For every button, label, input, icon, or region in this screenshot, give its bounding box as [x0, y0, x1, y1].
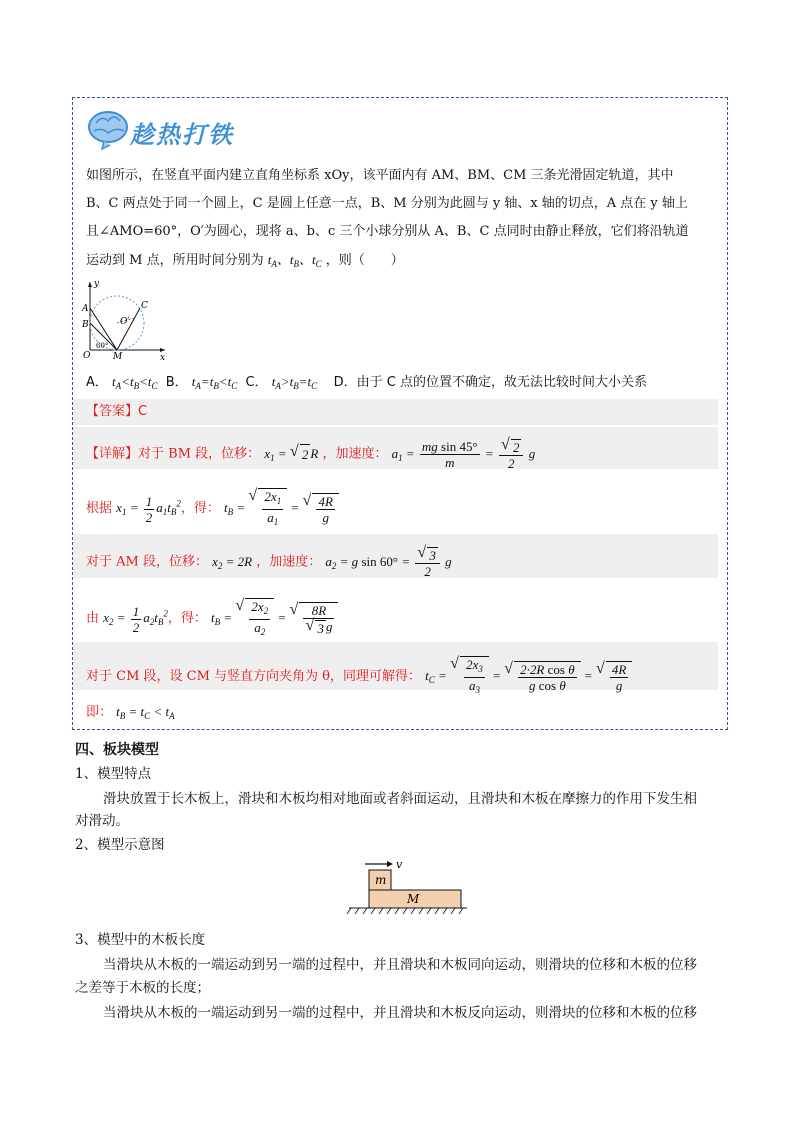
brain-icon — [86, 103, 136, 153]
subsection-2: 2、模型示意图 — [75, 837, 165, 853]
problem-line-1: 如图所示，在竖直平面内建立直角坐标系 xOy，该平面内有 AM、BM、CM 三条光滑固定轨道，其中 — [86, 168, 674, 183]
subsection-1: 1、模型特点 — [75, 766, 152, 782]
block-m-label: m — [375, 873, 387, 887]
fig-label-M: M — [113, 352, 123, 362]
solution-cm: 对于 CM 段，设 CM 与竖直方向夹角为 θ，同理可解得： — [86, 668, 422, 684]
answer-band — [73, 399, 718, 425]
fig-label-C: C — [141, 301, 148, 311]
option-d-text: D．由于 C 点的位置不确定，故无法比较时间大小关系 — [333, 375, 648, 390]
subsection-3: 3、模型中的木板长度 — [75, 932, 206, 948]
solution-accel-1: ，加速度： — [322, 446, 388, 462]
fig-label-A: A — [82, 304, 89, 314]
options-row: A． $t_A<t_B<t_C$ B． $t_A=t_B<t_C$ C． $t_A>t_B=t_C$ D．由于 C 点的位置不确定，故无法比较时间大小关系 — [86, 374, 648, 391]
solution-you: 由 — [86, 610, 100, 626]
fig-label-Oprime: O′ — [120, 317, 130, 327]
solution-root-line: 根据 $x_1$ = $\frac{1}{2}$ $a_1t_B^2$，得： $t_B$ = √ $\frac{2x_1}{a_1}$ = √ $\frac{4R}{g}$ — [86, 488, 339, 530]
problem-line-4: 运动到 M 点，所用时间分别为 $t_A$、$t_B$、$t_C$ ，则（ ） — [86, 252, 404, 269]
option-b-label: B． — [165, 375, 188, 390]
answer-line — [86, 402, 147, 422]
solution-you-line: 由 $x_2$ = $\frac{1}{2}$ $a_2t_B^2$，得： $t_B$ = √ $\frac{2x_2}{a_2}$ = √ 8R √ 3 g — [86, 598, 338, 640]
solution-root1: 根据 — [86, 500, 113, 516]
logo-text: 趁热打铁 — [130, 121, 234, 149]
problem-line-2: B、C 两点处于同一个圆上，C 是圆上任意一点，B、M 分别为此圆与 y 轴、x 轴的切点，A 点在 y 轴上 — [86, 196, 688, 211]
solution-bm: 对于 BM 段，位移： — [138, 446, 261, 462]
fig-label-x: x — [160, 353, 166, 362]
logo — [86, 103, 261, 153]
solution-de-2: ，得： — [167, 610, 207, 626]
board-M-label: M — [407, 892, 420, 906]
solution-accel-2: ，加速度： — [256, 554, 322, 570]
solution-bm-line: 【详解】对于 BM 段，位移： $x_1$ = √ 2 R ，加速度： $a_1$ = $\frac{\text{mg sin 45°}}{m}$ = √ $\frac{2}{2}$ g — [86, 438, 535, 471]
solution-ji-line: 即： $t_B = t_C < t_A$ — [86, 704, 175, 721]
fig-label-y: y — [94, 279, 100, 289]
solution-cm-line: 对于 CM 段，设 CM 与竖直方向夹角为 θ，同理可解得： $t_C$ = √ $\frac{2x_3}{a_3}$ = √ $\frac{\text{2·2R cos θ}}{\text{g cos θ}}$ = √ $\frac{4R}{g}$ — [86, 656, 632, 698]
answer-value: C — [138, 404, 148, 419]
problem-line-4-prefix: 运动到 M 点，所用时间分别为 — [86, 253, 264, 268]
paragraph-1b: 对滑动。 — [75, 813, 129, 829]
velocity-label: v — [396, 858, 403, 871]
problem-line-3: 且∠AMO=60°，O′为圆心，现将 a、b、c 三个小球分别从 A、B、C 点同时由静止释放，它们将沿轨道 — [86, 224, 689, 239]
paragraph-3a: 当滑块从木板的一端运动到另一端的过程中，并且滑块和木板同向运动，则滑块的位移和木板的位移 — [103, 957, 697, 973]
section-title: 四、板块模型 — [75, 742, 159, 758]
solution-ji: 即： — [86, 705, 113, 720]
paragraph-3c: 当滑块从木板的一端运动到另一端的过程中，并且滑块和木板反向运动，则滑块的位移和木板的位移 — [103, 1005, 697, 1021]
solution-label: 【详解】 — [86, 446, 139, 462]
board-block-diagram — [345, 856, 470, 918]
fig-label-B: B — [82, 320, 89, 330]
solution-de-1: ，得： — [180, 500, 220, 516]
problem-figure — [80, 278, 170, 362]
problem-line-4-suffix: ，则（ ） — [325, 253, 404, 268]
option-a-label: A． — [86, 375, 108, 390]
solution-am: 对于 AM 段，位移： — [86, 554, 208, 570]
solution-am-line: 对于 AM 段，位移： $x_2 = 2R$ ，加速度： $a_2 = g$ sin 60° = √ $\frac{3}{2}$ g — [86, 546, 452, 579]
fig-label-O: O — [83, 351, 91, 361]
answer-label: 【答案】 — [86, 404, 139, 419]
fig-label-angle: 60° — [96, 342, 109, 350]
paragraph-1a: 滑块放置于长木板上，滑块和木板均相对地面或者斜面运动，且滑块和木板在摩擦力的作用下发生相 — [103, 791, 697, 807]
option-c-label: C． — [245, 375, 268, 390]
paragraph-3b: 之差等于木板的长度； — [75, 980, 210, 996]
